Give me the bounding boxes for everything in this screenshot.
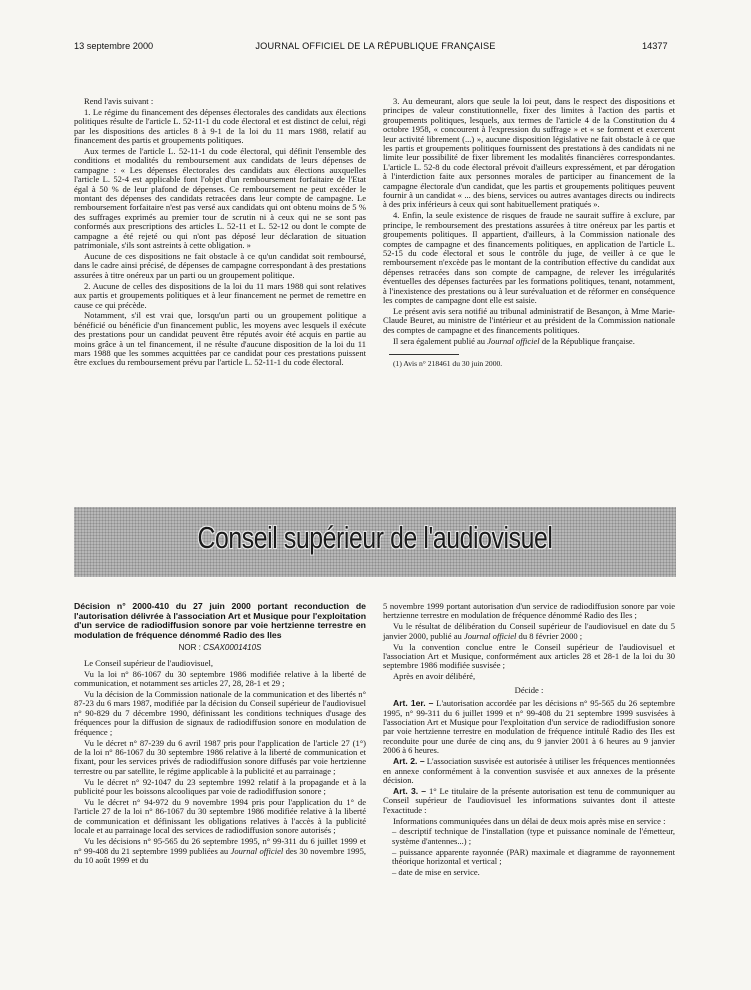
paragraph: Le Conseil supérieur de l'audiovisuel, — [84, 657, 214, 668]
footnote-divider — [389, 354, 459, 355]
journal-officiel-italic: Journal officiel — [463, 630, 517, 641]
footnote: (1) Avis n° 218461 du 30 juin 2000. — [393, 359, 503, 369]
paragraph: 2. Aucune de celles des dispositions de la loi du 11 mars 1988 qui sont relatives aux partis et groupements politiques et à leur financement ne permet de remettre en cause ce qui précède. — [74, 280, 366, 310]
paragraph: Rend l'avis suivant : — [84, 96, 154, 106]
paragraph: Vu la convention conclue entre le Conseil supérieur de l'audiovisuel et l'association Art et Musique, conformément aux articles 28 et 28-1 de la loi du 30 septembre 1986 modifiée susvisée ; — [383, 641, 675, 671]
paragraph: Informations communiquées dans un délai de deux mois après mise en service : — [393, 815, 666, 826]
paragraph: Vu le décret n° 87-239 du 6 avril 1987 pris pour l'application de l'article 27 (1°) de la loi n° 86-1067 du 30 septembre 1986 relative à la liberté de communication et fixant, pour les services privés de radiodiffusion sonore diffusés par voie hertzienne terrestre ou par satellite, le régime applicable à la publicité et au parrainage ; — [74, 737, 366, 776]
text-run: de la République française. — [539, 335, 635, 346]
text-run: Il sera également publié au — [393, 335, 488, 346]
list-item: – date de mise en service. — [392, 867, 480, 878]
column-decision-right — [383, 602, 675, 879]
paragraph: 1. Le régime du financement des dépenses électorales des candidats aux élections politiques résulte de l'article L. 52-11-1 du code électoral et est distinct de celui, régi par les dispositions des articles 8 à 9-1 de la loi du 11 mars 1988, relatif au financement des partis et groupements politiques. — [74, 106, 366, 146]
column-decision-left — [74, 602, 366, 867]
article-label: Art. 2. – — [393, 756, 425, 767]
paragraph: 5 novembre 1999 portant autorisation d'un service de radiodiffusion sonore par voie hertzienne terrestre en modulation de fréquence dénommé Radio des Iles ; — [383, 601, 675, 621]
decide-heading: Décide : — [514, 684, 544, 695]
paragraph: Le présent avis sera notifié au tribunal administratif de Besançon, à Mme Marie-Claude Beuret, au ministre de l'intérieur et au président de la Commission nationale des comptes de campagne et des financements politiques. — [383, 305, 675, 335]
paragraph: 4. Enfin, la seule existence de risques de fraude ne saurait suffire à exclure, par principe, le remboursement des prestations assurées à titre onéreux par les partis et groupements politiques. Il appartient, d'ailleurs, à la Commission nationale des comptes de campagne et des financements politiques, en application de l'article L. 52-15 du code électoral et sous le contrôle du juge, de veiller à ce que le remboursement n'excède pas le montant de la contribution effective du candidat aux dépenses retracées dans son compte de campagne, de relever les irrégularités éventuelles des dépenses facturées par les formations politiques, tenant, notamment, à l'inexistence des prestations ou à leur surévaluation et de réformer en conséquence les comptes de campagne dont elle est saisie. — [383, 210, 675, 306]
article-2 — [383, 757, 675, 785]
page-header — [0, 0, 751, 51]
header-date: 13 septembre 2000 — [74, 41, 154, 51]
paragraph: Notamment, s'il est vrai que, lorsqu'un parti ou un groupement politique a bénéficié ou bénéficie d'un financement public, les moyens avec lesquels il exécute des prestations pour un candidat peuvent être réputés avoir été acquis en partie au moins grâce à un tel financement, il ne résulte d'aucune disposition de la loi du 11 mars 1988 que les sommes acquittées par ce candidat pour ces prestations puissent être exclues du remboursement prévu par l'article L. 52-11-1 du code électoral. — [74, 310, 366, 368]
article-1 — [383, 699, 675, 755]
paragraph: Aux termes de l'article L. 52-11-1 du code électoral, qui définit l'ensemble des conditions et modalités du remboursement aux candidats de leurs dépenses de campagne : « Les dépenses électorales des candidats aux élections auxquelles l'article L. 52-4 est applicable font l'objet d'un remboursement forfaitaire de l'Etat égal à 50 % de leur plafond de dépenses. Ce remboursement ne peut excéder le montant des dépenses des candidats retracées dans leur compte de campagne. Le remboursement forfaitaire n'est pas versé aux candidats qui ont obtenu moins de 5 % des suffrages exprimés au premier tour de scrutin ni à ceux qui ne se sont pas conformés aux prescriptions des articles L. 52-11 et L. 52-12 ou dont le compte de campagne a été rejeté ou qui n'ont pas déposé leur déclaration de situation patrimoniale, s'ils sont astreints à cette obligation. » — [74, 146, 366, 251]
column-avis-left — [74, 97, 366, 369]
journal-officiel-italic: Journal officiel — [230, 845, 284, 856]
header-page-number: 14377 — [642, 41, 668, 51]
list-item: – descriptif technique de l'installation (type et puissance nominale de l'émetteur, système d'antennes...) ; — [392, 826, 675, 846]
text-run: Vu le résultat de délibération du Conseil supérieur de l'audiovisuel en date du 5 janvier 2000, publié au — [383, 621, 675, 641]
paragraph — [383, 337, 675, 346]
article-label: Art. 3. – — [393, 785, 427, 796]
nor-code: CSAX0001410S — [203, 643, 262, 653]
text-run: Vu les décisions n° 95-565 du 26 septembre 1995, n° 99-311 du 6 juillet 1999 et n° 99-408 du 21 septembre 1999 publiées au — [74, 836, 366, 856]
paragraph — [74, 837, 366, 865]
paragraph: Aucune de ces dispositions ne fait obstacle à ce qu'un candidat soit remboursé, dans le cadre ainsi précisé, de dépenses de campagne correspondant à des prestations assurées à titre onéreux par un parti ou un groupement politique. — [74, 251, 366, 280]
nor-reference — [74, 643, 366, 652]
paragraph — [383, 622, 675, 641]
paragraph: Vu la loi n° 86-1067 du 30 septembre 1986 modifiée relative à la liberté de communication, et notamment ses articles 27, 28, 28-1 et 29 ; — [74, 668, 366, 689]
column-avis-right — [383, 97, 675, 370]
article-text: 1° Le titulaire de la présente autorisation est tenu de communiquer au Conseil supérieur de l'audiovisuel les informations suivantes dont il atteste l'exactitude : — [383, 785, 675, 815]
journal-officiel-italic: Journal officiel — [487, 335, 540, 346]
section-banner — [74, 507, 676, 577]
decision-title: Décision n° 2000-410 du 27 juin 2000 portant reconduction de l'autorisation délivrée à l'association Art et Musique pour l'exploitation d'un service de radiodiffusion sonore par voie hertzienne terrestre en modulation de fréquence dénommé Radio des Iles — [74, 601, 366, 640]
paragraph: 3. Au demeurant, alors que seule la loi peut, dans le respect des dispositions et principes de valeur constitutionnelle, fixer des limites à l'action des partis et groupements politiques, lesquels, aux termes de l'article 4 de la Constitution du 4 octobre 1958, « concourent à l'expression du suffrage » et « se forment et exercent leur activité librement (...) », aucune disposition législative ne fait obstacle à ce que les partis et groupements politiques fournissent des prestations à des candidats ni ne limite leur possibilité de fixer librement les modalités financières correspondantes. L'article L. 52-8 du code électoral prévoit d'ailleurs expressément, et par dérogation à l'interdiction faite aux personnes morales de participer au financement de la campagne électorale d'un candidat, que les partis et groupements politiques peuvent fournir à un candidat « ... des biens, services ou autres avantages directs ou indirects à des prix inférieurs à ceux qui sont habituellement pratiqués ». — [383, 96, 675, 210]
article-3 — [383, 787, 675, 815]
text-run: du 8 février 2000 ; — [516, 630, 583, 641]
article-label: Art. 1er. – — [393, 698, 434, 709]
paragraph: Vu le décret n° 92-1047 du 23 septembre 1992 relatif à la propagande et à la publicité pour les boissons alcooliques par voie de radiodiffusion sonore ; — [74, 776, 366, 797]
list-item: – puissance apparente rayonnée (PAR) maximale et diagramme de rayonnement théorique horizontal et vertical ; — [392, 846, 675, 867]
article-text: L'association susvisée est autorisée à utiliser les fréquences mentionnées en annexe conformément à la convention susvisée et aux annexes de la présente décision. — [383, 756, 675, 785]
nor-label: NOR : — [178, 643, 204, 653]
header-journal-title: JOURNAL OFFICIEL DE LA RÉPUBLIQUE FRANÇAISE — [255, 41, 496, 51]
paragraph: Après en avoir délibéré, — [393, 671, 476, 682]
paragraph: Vu la décision de la Commission nationale de la communication et des libertés n° 87-23 du 6 mars 1987, modifiée par la décision du Conseil supérieur de l'audiovisuel n° 90-829 du 7 décembre 1990, définissant les conditions techniques d'usage des fréquences pour la diffusion de signaux de radiodiffusion sonore en modulation de fréquence ; — [74, 689, 366, 737]
paragraph: Vu le décret n° 94-972 du 9 novembre 1994 pris pour l'application du 1° de l'article 27 de la loi n° 86-1067 du 30 septembre 1986 modifiée relative à la liberté de communication et définissant les obligations relatives à l'accès à la publicité locale et au parrainage local des services de radiodiffusion sonore autorisés ; — [74, 796, 366, 836]
text-run: des 30 novembre 1995, du 10 août 1999 et du — [74, 845, 366, 865]
article-text: L'autorisation accordée par les décisions n° 95-565 du 26 septembre 1995, n° 99-311 du 6 juillet 1999 et n° 99-408 du 21 septembre 1999 susvisées à l'association Art et Musique pour l'exploitation d'un service de radiodiffusion sonore par voie hertzienne terrestre en modulation de fréquence intitulé Radio des Iles est reconduite pour une durée de cinq ans, du 9 janvier 2001 à 6 heures au 9 janvier 2006 à 6 heures. — [383, 698, 675, 756]
banner-title: Conseil supérieur de l'audiovisuel — [197, 520, 553, 555]
